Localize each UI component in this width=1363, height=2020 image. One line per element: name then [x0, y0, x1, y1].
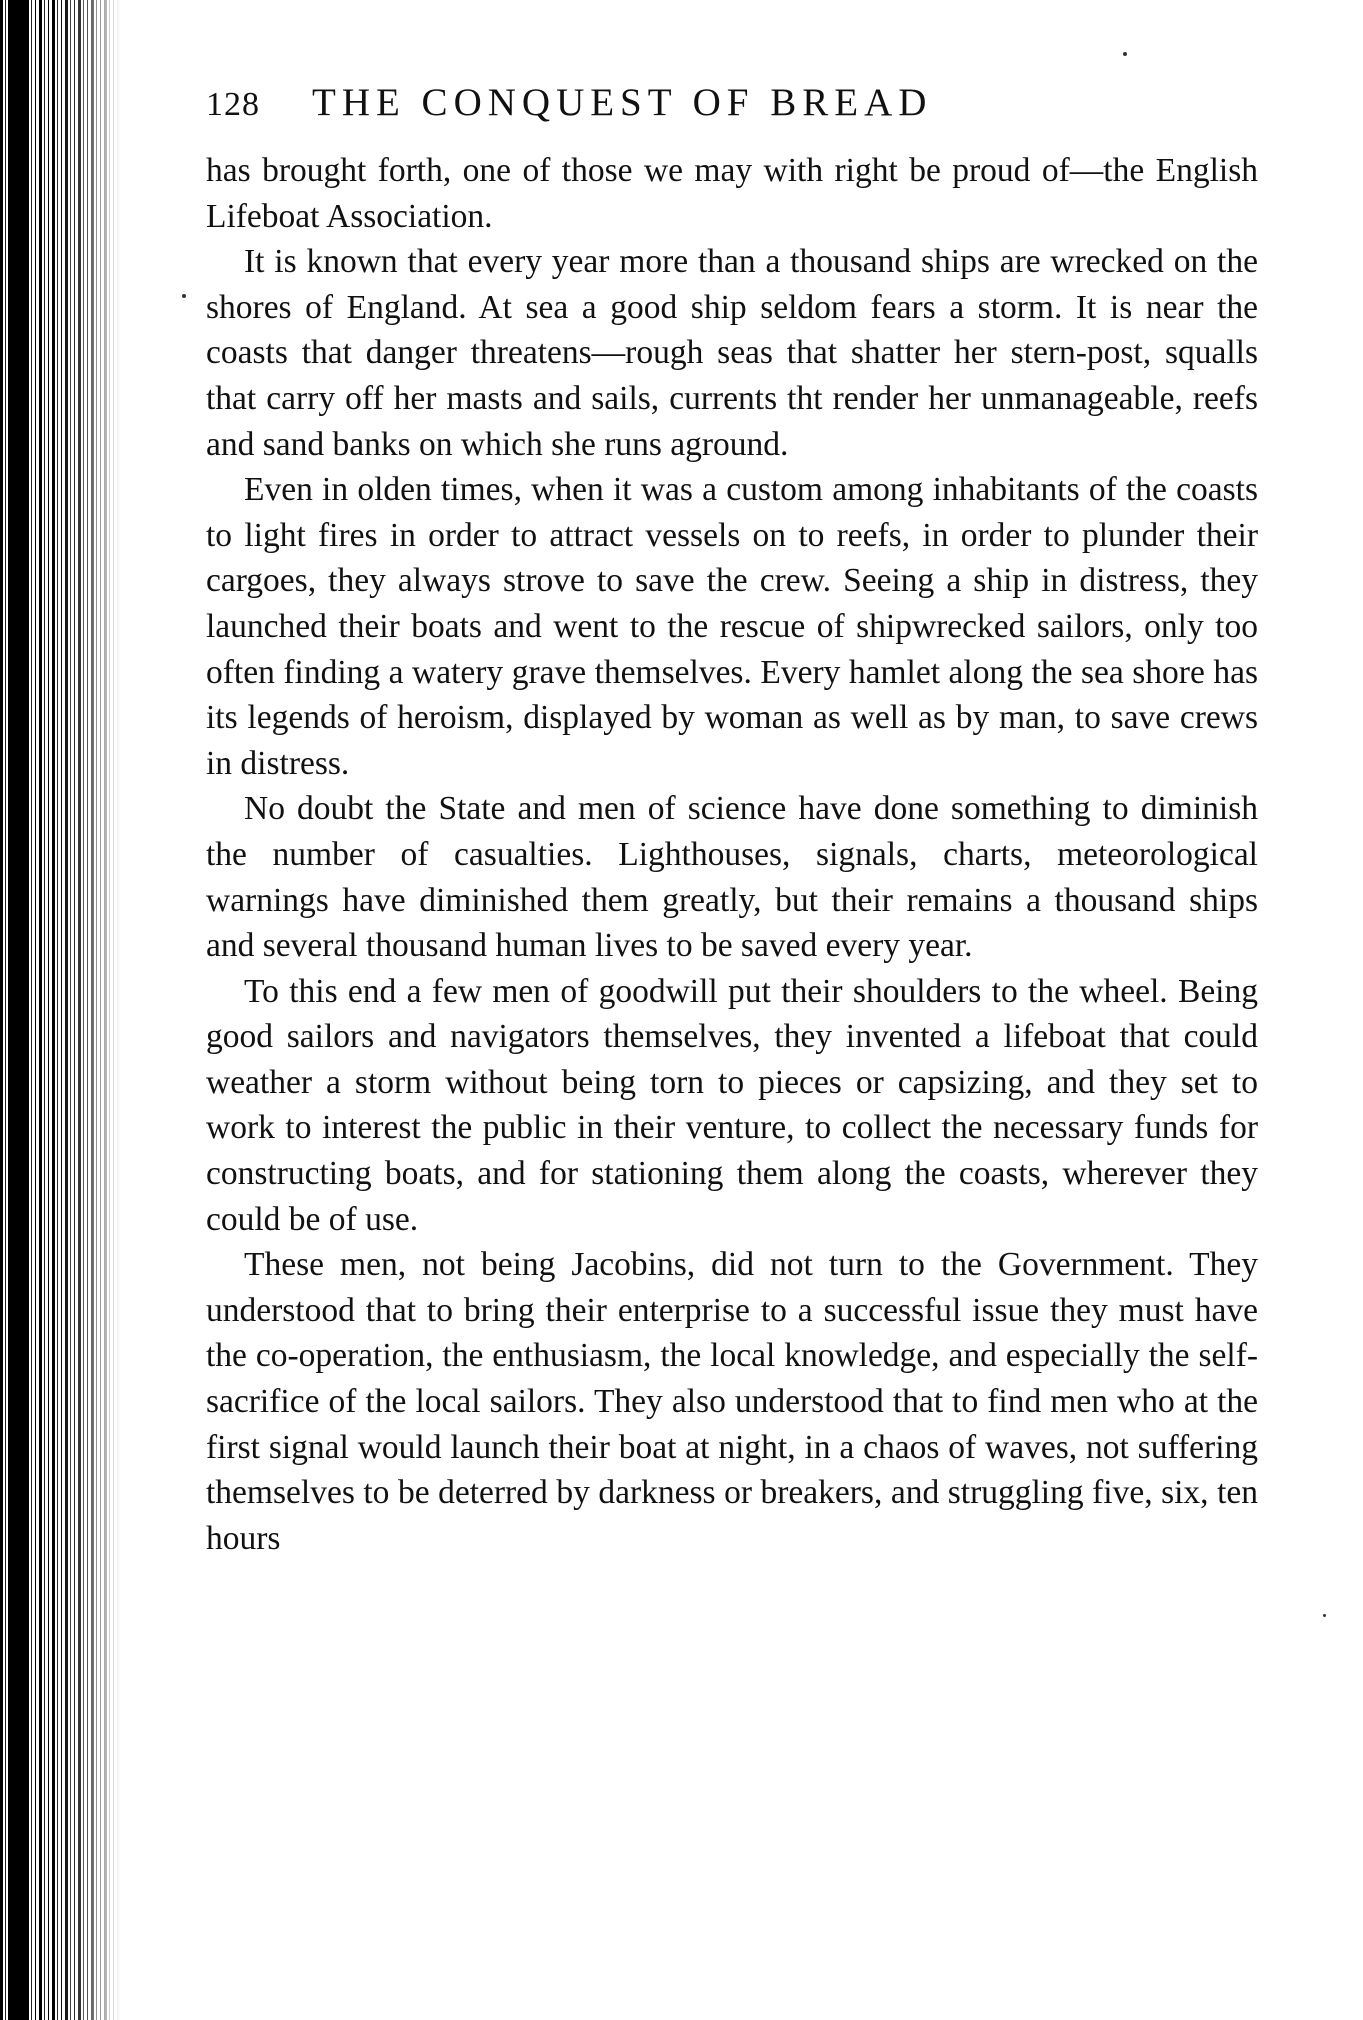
- body-text: [206, 148, 1258, 1561]
- paragraph: These men, not being Jacobins, did not turn to the Government. They understood that to bring their enterprise to a successful issue they must have the co-operation, the enthusiasm, the local knowledge, and especially the self-sacrifice of the local sailors. They also understood that to find men who at the first signal would launch their boat at night, in a chaos of waves, not suffering themselves to be deterred by darkness or breakers, and struggling five, six, ten hours: [206, 1246, 1258, 1557]
- print-speck: [182, 294, 186, 298]
- paragraph: Even in olden times, when it was a custom among inhabitants of the coasts to light fires in order to attract vessels on to reefs, in order to plunder their cargoes, they always strove to save the crew. Seeing a ship in distress, they launched their boats and went to the rescue of shipwrecked sailors, only too often finding a watery grave themselves. Every hamlet along the sea shore has its legends of heroism, displayed by woman as well as by man, to save crews in distress.: [206, 471, 1258, 782]
- paragraph: It is known that every year more than a thousand ships are wrecked on the shores of England. At sea a good ship seldom fears a storm. It is near the coasts that danger threatens—rough seas that shatter her stern-post, squalls that carry off her masts and sails, currents tht render her unmanageable, reefs and sand banks on which she runs aground.: [206, 243, 1258, 463]
- page-number: 128: [206, 86, 260, 123]
- book-page: [206, 80, 1258, 1561]
- running-head: THE CONQUEST OF BREAD: [312, 81, 933, 124]
- binding-shadow: [8, 0, 26, 2020]
- print-speck: [1123, 52, 1127, 56]
- paragraph: No doubt the State and men of science have done something to diminish the number of casualties. Lighthouses, signals, charts, meteorological warnings have diminished them greatly, but their remains a thousand ships and several thousand human lives to be saved every year.: [206, 790, 1258, 965]
- print-speck: [1323, 1614, 1326, 1617]
- paragraph-continuation: has brought forth, one of those we may with right be proud of—the English Lifeboat Association.: [206, 152, 1258, 235]
- paragraph: To this end a few men of goodwill put their shoulders to the wheel. Being good sailors and navigators themselves, they invented a lifeboat that could weather a storm without being torn to pieces or capsizing, and they set to work to interest the public in their venture, to collect the necessary funds for constructing boats, and for stationing them along the coasts, wherever they could be of use.: [206, 972, 1258, 1238]
- page-header: [206, 80, 1258, 140]
